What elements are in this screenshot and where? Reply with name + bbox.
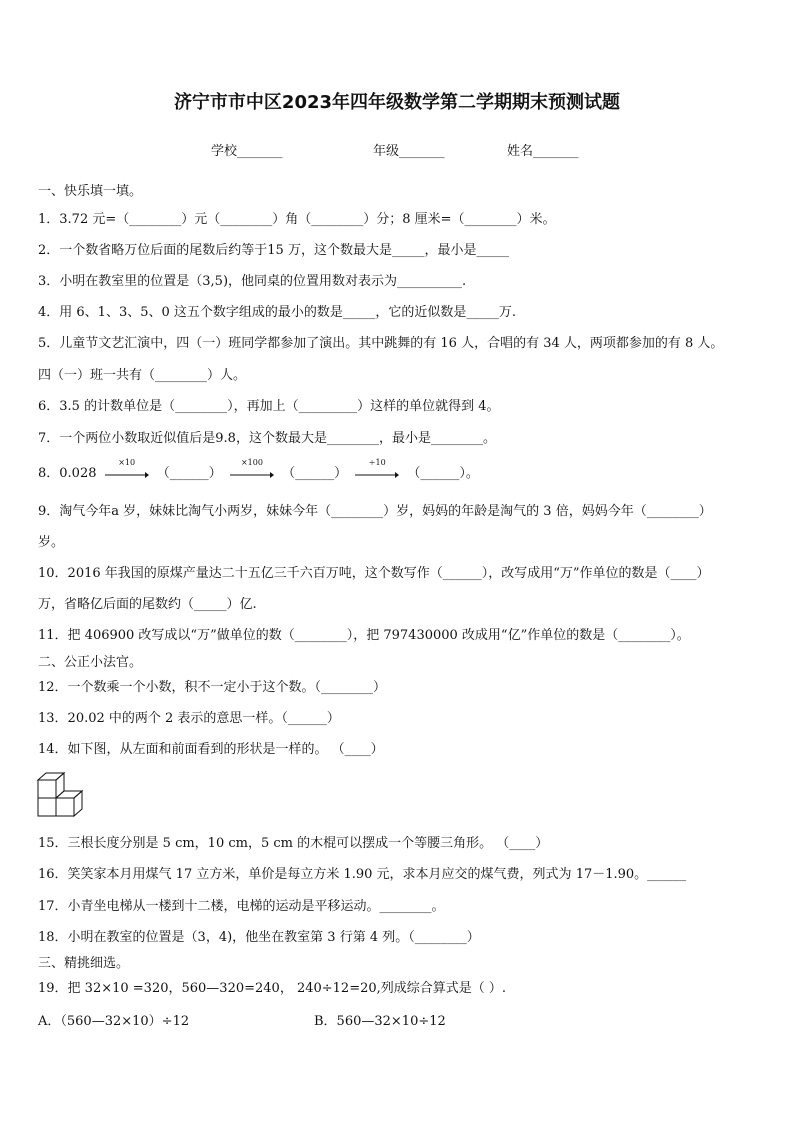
question-8	[38, 457, 479, 481]
section-heading-1: 一、快乐填一填。	[38, 184, 143, 199]
question-9: 9．淘气今年a 岁，妹妹比淘气小两岁，妹妹今年（________）岁，妈妈的年龄是淘气的 3 倍，妈妈今年（________）	[38, 504, 712, 519]
cube-stack-figure	[36, 770, 92, 820]
q8-blank1: （______）	[156, 466, 222, 481]
question-1: 1．3.72 元=（________）元（________）角（________）分；8 厘米=（________）米。	[38, 212, 556, 227]
question-2: 2．一个数省略万位后面的尾数后约等于15 万，这个数最大是_____，最小是_____	[38, 243, 509, 258]
option-b: B．560—32×10÷12	[314, 1014, 446, 1029]
arrow-icon	[355, 457, 399, 480]
question-10-cont: 万，省略亿后面的尾数约（_____）亿.	[38, 597, 257, 612]
question-7: 7．一个两位小数取近似值后是9.8，这个数最大是________，最小是________。	[38, 431, 496, 446]
q8-start: 8．0.028	[38, 466, 97, 481]
question-4: 4．用 6、1、3、5、0 这五个数字组成的最小的数是_____，它的近似数是_____万.	[38, 305, 517, 320]
q8-op1: ×10	[118, 457, 136, 467]
question-3: 3．小明在教室里的位置是（3,5)，他同桌的位置用数对表示为__________.	[38, 274, 467, 289]
arrow-icon	[105, 457, 149, 480]
question-9-cont: 岁。	[38, 535, 65, 550]
section-heading-3: 三、精挑细选。	[38, 956, 130, 971]
grade-field: 年级_______	[373, 144, 445, 159]
q8-op3: ÷10	[368, 457, 386, 467]
school-field: 学校_______	[211, 144, 283, 159]
question-10: 10．2016 年我国的原煤产量达二十五亿三千六百万吨，这个数写作（______），改写成用“万”作单位的数是（____）	[38, 566, 710, 581]
name-field: 姓名_______	[507, 144, 579, 159]
question-11: 11．把 406900 改写成以“万”做单位的数（________），把 797430000 改成用“亿”作单位的数是（________）。	[38, 628, 690, 643]
question-13: 13．20.02 中的两个 2 表示的意思一样。（______）	[38, 711, 340, 726]
question-6: 6．3.5 的计数单位是（________），再加上（_________）这样的单位就得到 4。	[38, 399, 500, 414]
question-19: 19．把 32×10 =320，560—320=240， 240÷12=20,列成综合算式是（ ）.	[38, 981, 507, 996]
question-15: 15．三根长度分别是 5 cm，10 cm，5 cm 的木棍可以摆成一个等腰三角形。 （____）	[38, 836, 549, 851]
question-14: 14．如下图，从左面和前面看到的形状是一样的。 （____）	[38, 742, 384, 757]
question-12: 12．一个数乘一个小数，积不一定小于这个数。（________）	[38, 680, 387, 695]
question-18: 18．小明在教室的位置是（3，4)，他坐在教室第 3 行第 4 列。（________）	[38, 930, 480, 945]
question-5-cont: 四（一）班一共有（________）人。	[38, 368, 247, 383]
question-16: 16．笑笑家本月用煤气 17 立方米，单价是每立方米 1.90 元，求本月应交的煤气费，列式为 17－1.90。______	[38, 867, 687, 882]
q8-blank2: （______）	[282, 466, 348, 481]
arrow-icon	[230, 457, 274, 480]
option-a: A．（560—32×10）÷12	[38, 1014, 190, 1029]
q8-blank3: （______）。	[407, 466, 479, 481]
q8-op2: ×100	[240, 457, 263, 467]
section-heading-2: 二、公正小法官。	[38, 655, 143, 670]
question-17: 17．小青坐电梯从一楼到十二楼，电梯的运动是平移运动。________。	[38, 899, 445, 914]
question-5: 5．儿童节文艺汇演中，四（一）班同学都参加了演出。其中跳舞的有 16 人，合唱的有 34 人，两项都参加的有 8 人。	[38, 336, 724, 351]
page-title: 济宁市市中区2023年四年级数学第二学期期末预测试题	[173, 92, 621, 113]
